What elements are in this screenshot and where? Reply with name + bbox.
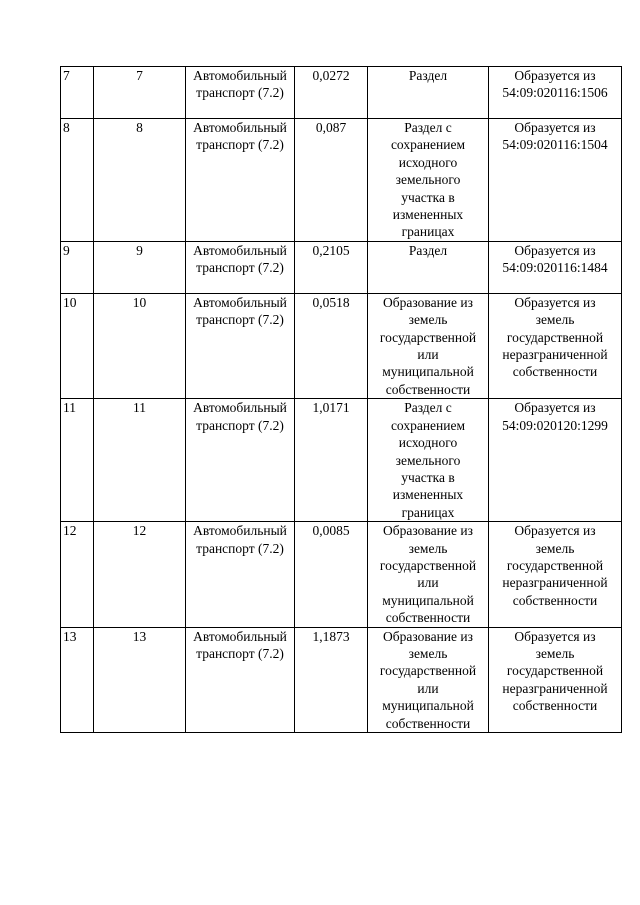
note-cell xyxy=(489,522,622,627)
area-value: 1,1873 xyxy=(312,628,350,644)
table-row xyxy=(61,627,622,732)
plot-number: 10 xyxy=(132,294,147,310)
permitted-use-cell xyxy=(186,119,295,242)
plot-number-cell xyxy=(94,522,186,627)
note-cell xyxy=(489,293,622,398)
formation-method-cell xyxy=(368,522,489,627)
row-index-cell xyxy=(61,293,94,398)
area-cell xyxy=(295,627,368,732)
plot-number-cell xyxy=(94,399,186,522)
permitted-use: Автомобильный транспорт (7.2) xyxy=(193,294,287,328)
plot-number-cell xyxy=(94,293,186,398)
note-cell xyxy=(489,399,622,522)
permitted-use-cell xyxy=(186,293,295,398)
note-cell xyxy=(489,241,622,293)
row-index: 8 xyxy=(63,120,70,135)
plot-number: 11 xyxy=(133,400,146,416)
permitted-use: Автомобильный транспорт (7.2) xyxy=(193,400,287,433)
formation-method: Раздел с сохранением исходного земельного участка в измененных границах xyxy=(390,120,466,240)
formation-method-cell xyxy=(368,241,489,293)
table-row xyxy=(61,399,622,522)
table-row xyxy=(61,119,622,242)
plot-number: 7 xyxy=(136,68,143,83)
area-value: 0,2105 xyxy=(312,242,350,258)
row-index-cell xyxy=(61,67,94,119)
formation-method: Раздел с сохранением исходного земельного участка в измененных границах xyxy=(390,400,466,520)
area-value: 1,0171 xyxy=(312,400,350,416)
area-cell xyxy=(295,119,368,242)
row-index-cell xyxy=(61,522,94,627)
plot-number: 9 xyxy=(136,242,143,258)
note-text: Образуется из 54:09:020120:1299 xyxy=(502,400,608,433)
permitted-use-cell xyxy=(186,67,295,119)
permitted-use-cell xyxy=(186,399,295,522)
area-cell xyxy=(295,241,368,293)
row-index: 7 xyxy=(63,68,70,83)
row-index: 13 xyxy=(63,628,77,644)
area-value: 0,0272 xyxy=(312,68,350,83)
formation-method: Раздел xyxy=(408,242,448,258)
row-index-cell xyxy=(61,627,94,732)
plot-number: 8 xyxy=(136,120,143,135)
permitted-use-cell xyxy=(186,627,295,732)
formation-method-cell xyxy=(368,293,489,398)
area-cell xyxy=(295,399,368,522)
note-text: Образуется из земель государственной неразграниченной собственности xyxy=(502,628,608,714)
area-value: 0,0085 xyxy=(312,523,350,539)
note-text: Образуется из 54:09:020116:1504 xyxy=(502,120,608,153)
row-index-cell xyxy=(61,241,94,293)
formation-method-cell xyxy=(368,67,489,119)
formation-method-cell xyxy=(368,399,489,522)
row-index: 12 xyxy=(63,523,77,539)
area-value: 0,087 xyxy=(315,120,347,135)
area-cell xyxy=(295,522,368,627)
permitted-use: Автомобильный транспорт (7.2) xyxy=(193,120,287,153)
plot-number: 12 xyxy=(132,523,147,539)
note-text: Образуется из земель государственной неразграниченной собственности xyxy=(502,294,608,380)
table-row xyxy=(61,522,622,627)
permitted-use: Автомобильный транспорт (7.2) xyxy=(193,523,287,556)
area-cell xyxy=(295,67,368,119)
row-index: 11 xyxy=(63,400,76,416)
row-index-cell xyxy=(61,119,94,242)
note-cell xyxy=(489,627,622,732)
plot-number: 13 xyxy=(132,628,147,644)
formation-method: Раздел xyxy=(408,68,448,83)
permitted-use: Автомобильный транспорт (7.2) xyxy=(193,628,287,661)
plot-number-cell xyxy=(94,241,186,293)
plot-number-cell xyxy=(94,67,186,119)
permitted-use: Автомобильный транспорт (7.2) xyxy=(193,242,287,276)
note-text: Образуется из земель государственной неразграниченной собственности xyxy=(502,523,608,608)
plot-number-cell xyxy=(94,119,186,242)
note-cell xyxy=(489,119,622,242)
table-row xyxy=(61,241,622,293)
land-plots-table xyxy=(60,66,622,733)
row-index: 9 xyxy=(63,242,70,258)
formation-method: Образование из земель государственной или муниципальной собственности xyxy=(379,628,477,731)
formation-method-cell xyxy=(368,119,489,242)
area-value: 0,0518 xyxy=(312,294,350,310)
table-row xyxy=(61,293,622,398)
note-text: Образуется из 54:09:020116:1506 xyxy=(502,68,608,101)
permitted-use-cell xyxy=(186,241,295,293)
formation-method: Образование из земель государственной или муниципальной собственности xyxy=(379,294,477,397)
area-cell xyxy=(295,293,368,398)
table-row xyxy=(61,67,622,119)
formation-method: Образование из земель государственной или муниципальной собственности xyxy=(379,523,477,626)
note-cell xyxy=(489,67,622,119)
row-index-cell xyxy=(61,399,94,522)
plot-number-cell xyxy=(94,627,186,732)
note-text: Образуется из 54:09:020116:1484 xyxy=(502,242,608,276)
formation-method-cell xyxy=(368,627,489,732)
permitted-use: Автомобильный транспорт (7.2) xyxy=(193,68,287,101)
permitted-use-cell xyxy=(186,522,295,627)
row-index: 10 xyxy=(63,294,77,310)
